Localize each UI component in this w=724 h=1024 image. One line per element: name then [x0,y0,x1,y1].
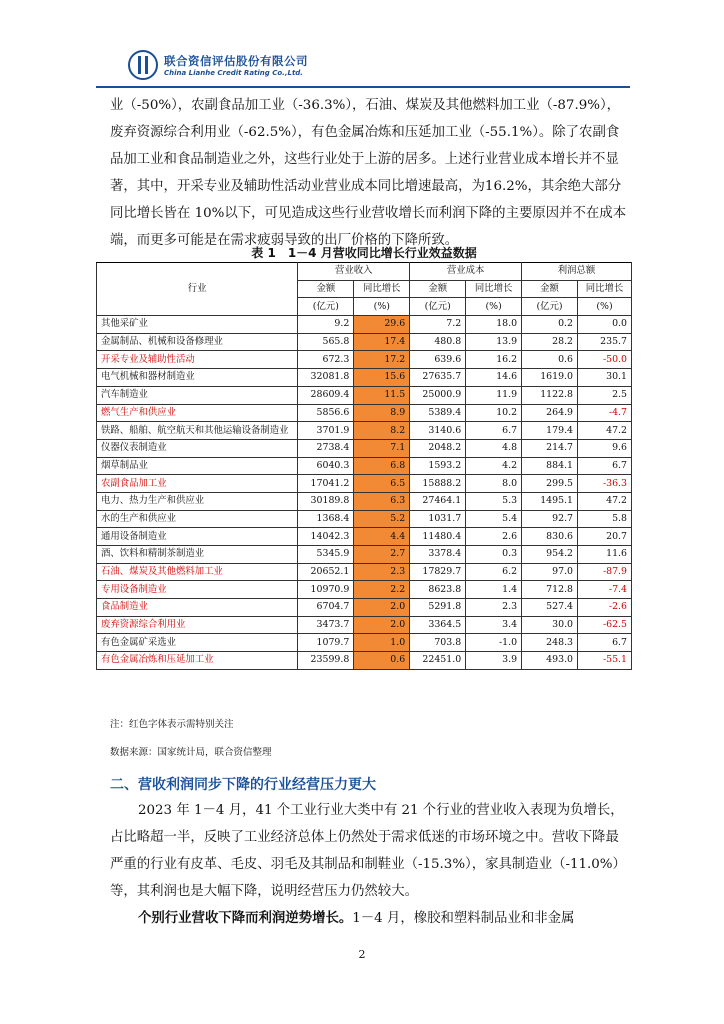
cost-growth-cell: 5.3 [466,492,522,510]
table-row [97,634,632,652]
profit-cell: 884.1 [522,457,578,475]
company-name-cn: 联合资信评估股份有限公司 [164,54,308,68]
table-row [97,422,632,440]
industry-cell: 开采专业及辅助性活动 [97,351,298,369]
col-group-revenue: 营业收入 [298,263,410,281]
profit-cell: 214.7 [522,439,578,457]
page-header [128,48,308,82]
revenue-growth-cell: 29.6 [354,316,410,334]
revenue-cell: 3701.9 [298,422,354,440]
industry-cell: 烟草制品业 [97,457,298,475]
table-row [97,581,632,599]
table-row [97,528,632,546]
profit-growth-cell: -50.0 [578,351,632,369]
table-row [97,404,632,422]
cost-growth-cell: 0.3 [466,546,522,564]
revenue-cell: 10970.9 [298,581,354,599]
profit-cell: 0.2 [522,316,578,334]
company-logo-icon [128,50,158,80]
table-row [97,599,632,617]
profit-growth-cell: 47.2 [578,422,632,440]
cost-growth-cell: 3.4 [466,616,522,634]
col-industry-header: 行业 [97,263,298,316]
profit-cell: 1495.1 [522,492,578,510]
industry-cell: 农副食品加工业 [97,475,298,493]
profit-cell: 0.6 [522,351,578,369]
revenue-cell: 17041.2 [298,475,354,493]
revenue-cell: 1079.7 [298,634,354,652]
cost-cell: 1031.7 [410,510,466,528]
table-row [97,652,632,670]
table-row [97,546,632,564]
revenue-growth-cell: 1.0 [354,634,410,652]
profit-growth-cell: 5.8 [578,510,632,528]
unit-amount: (亿元) [298,298,354,316]
profit-growth-cell: 20.7 [578,528,632,546]
cost-growth-cell: 6.2 [466,563,522,581]
cost-growth-cell: 11.9 [466,386,522,404]
table-row [97,316,632,334]
industry-cell: 汽车制造业 [97,386,298,404]
cost-growth-cell: 18.0 [466,316,522,334]
sub-header-amount: 金额 [522,280,578,298]
revenue-cell: 3473.7 [298,616,354,634]
revenue-growth-cell: 15.6 [354,369,410,387]
section-2-body [110,797,630,932]
industry-cell: 铁路、船舶、航空航天和其他运输设备制造业 [97,422,298,440]
revenue-cell: 30189.8 [298,492,354,510]
profit-cell: 527.4 [522,599,578,617]
industry-cell: 酒、饮料和精制茶制造业 [97,546,298,564]
cost-cell: 5291.8 [410,599,466,617]
revenue-cell: 9.2 [298,316,354,334]
table-note: 注：红色字体表示需特别关注 [110,719,234,730]
industry-data-table [96,262,632,670]
industry-cell: 废弃资源综合利用业 [97,616,298,634]
profit-cell: 1122.8 [522,386,578,404]
data-source: 数据来源：国家统计局，联合资信整理 [110,747,272,758]
industry-cell: 电力、热力生产和供应业 [97,492,298,510]
profit-cell: 92.7 [522,510,578,528]
profit-cell: 264.9 [522,404,578,422]
cost-cell: 2048.2 [410,439,466,457]
profit-cell: 954.2 [522,546,578,564]
revenue-cell: 672.3 [298,351,354,369]
cost-growth-cell: 14.6 [466,369,522,387]
industry-cell: 仪器仪表制造业 [97,439,298,457]
profit-cell: 248.3 [522,634,578,652]
table-row [97,563,632,581]
industry-cell: 石油、煤炭及其他燃料加工业 [97,563,298,581]
cost-cell: 639.6 [410,351,466,369]
section-2-title: 二、营收利润同步下降的行业经营压力更大 [110,777,376,793]
profit-growth-cell: -62.5 [578,616,632,634]
cost-growth-cell: 6.7 [466,422,522,440]
cost-cell: 1593.2 [410,457,466,475]
table-row [97,475,632,493]
sub-header-growth: 同比增长 [466,280,522,298]
industry-cell: 食品制造业 [97,599,298,617]
profit-cell: 712.8 [522,581,578,599]
industry-cell: 有色金属矿采选业 [97,634,298,652]
profit-growth-cell: -36.3 [578,475,632,493]
profit-growth-cell: -55.1 [578,652,632,670]
cost-cell: 17829.7 [410,563,466,581]
revenue-growth-cell: 5.2 [354,510,410,528]
revenue-cell: 2738.4 [298,439,354,457]
cost-cell: 27464.1 [410,492,466,510]
sub-header-amount: 金额 [298,280,354,298]
sub-header-growth: 同比增长 [578,280,632,298]
industry-cell: 专用设备制造业 [97,581,298,599]
revenue-growth-cell: 8.2 [354,422,410,440]
profit-growth-cell: 47.2 [578,492,632,510]
revenue-cell: 23599.8 [298,652,354,670]
revenue-cell: 1368.4 [298,510,354,528]
profit-cell: 179.4 [522,422,578,440]
revenue-cell: 14042.3 [298,528,354,546]
revenue-growth-cell: 2.3 [354,563,410,581]
profit-growth-cell: 235.7 [578,333,632,351]
para2-lead: 个别行业营收下降而利润逆势增长。 [138,910,353,926]
revenue-growth-cell: 2.2 [354,581,410,599]
industry-cell: 有色金属冶炼和压延加工业 [97,652,298,670]
industry-cell: 水的生产和供应业 [97,510,298,528]
table-row [97,369,632,387]
profit-growth-cell: -2.6 [578,599,632,617]
profit-growth-cell: 9.6 [578,439,632,457]
profit-cell: 830.6 [522,528,578,546]
revenue-growth-cell: 7.1 [354,439,410,457]
profit-growth-cell: 6.7 [578,457,632,475]
revenue-cell: 28609.4 [298,386,354,404]
cost-cell: 15888.2 [410,475,466,493]
table-row [97,333,632,351]
cost-cell: 3378.4 [410,546,466,564]
col-group-cost: 营业成本 [410,263,522,281]
table-row [97,457,632,475]
cost-cell: 480.8 [410,333,466,351]
revenue-growth-cell: 0.6 [354,652,410,670]
cost-growth-cell: 8.0 [466,475,522,493]
unit-pct: (%) [578,298,632,316]
revenue-growth-cell: 6.8 [354,457,410,475]
revenue-growth-cell: 11.5 [354,386,410,404]
cost-growth-cell: 5.4 [466,510,522,528]
profit-cell: 97.0 [522,563,578,581]
revenue-growth-cell: 2.0 [354,616,410,634]
table-caption: 表 1 1－4 月营收同比增长行业效益数据 [251,246,477,260]
col-group-profit: 利润总额 [522,263,632,281]
unit-amount: (亿元) [522,298,578,316]
profit-growth-cell: 11.6 [578,546,632,564]
cost-growth-cell: 16.2 [466,351,522,369]
table-row [97,386,632,404]
revenue-growth-cell: 6.5 [354,475,410,493]
revenue-cell: 6704.7 [298,599,354,617]
revenue-growth-cell: 4.4 [354,528,410,546]
table-row [97,351,632,369]
revenue-growth-cell: 17.2 [354,351,410,369]
table-row [97,439,632,457]
cost-cell: 22451.0 [410,652,466,670]
company-name-en: China Lianhe Credit Rating Co.,Ltd. [164,69,303,77]
cost-growth-cell: 4.2 [466,457,522,475]
revenue-growth-cell: 2.0 [354,599,410,617]
cost-cell: 3140.6 [410,422,466,440]
revenue-cell: 565.8 [298,333,354,351]
profit-growth-cell: -87.9 [578,563,632,581]
unit-amount: (亿元) [410,298,466,316]
revenue-cell: 6040.3 [298,457,354,475]
revenue-growth-cell: 17.4 [354,333,410,351]
profit-cell: 493.0 [522,652,578,670]
cost-cell: 8623.8 [410,581,466,599]
cost-cell: 5389.4 [410,404,466,422]
cost-cell: 25000.9 [410,386,466,404]
industry-cell: 电气机械和器材制造业 [97,369,298,387]
header-divider [96,86,630,88]
profit-growth-cell: -4.7 [578,404,632,422]
profit-cell: 28.2 [522,333,578,351]
revenue-cell: 20652.1 [298,563,354,581]
cost-cell: 11480.4 [410,528,466,546]
revenue-growth-cell: 2.7 [354,546,410,564]
para2-rest: 1－4 月，橡胶和塑料制品业和非金属 [352,911,575,926]
cost-cell: 7.2 [410,316,466,334]
cost-growth-cell: 4.8 [466,439,522,457]
sub-header-amount: 金额 [410,280,466,298]
cost-growth-cell: 13.9 [466,333,522,351]
sub-header-growth: 同比增长 [354,280,410,298]
table-row [97,492,632,510]
cost-growth-cell: 3.9 [466,652,522,670]
profit-growth-cell: -7.4 [578,581,632,599]
profit-growth-cell: 2.5 [578,386,632,404]
profit-cell: 30.0 [522,616,578,634]
cost-growth-cell: 2.6 [466,528,522,546]
revenue-growth-cell: 8.9 [354,404,410,422]
section-2-paragraph-1: 2023 年 1－4 月，41 个工业行业大类中有 21 个行业的营业收入表现为负增长，占比略超一半，反映了工业经济总体上仍然处于需求低迷的市场环境之中。营收下降最严重的行业有皮革、毛皮、羽毛及其制品和制鞋业（-15.3%），家具制造业（-11.0%）等，其利润也是大幅下降，说明经营压力仍然较大。 [110,803,626,899]
cost-cell: 703.8 [410,634,466,652]
profit-cell: 299.5 [522,475,578,493]
unit-pct: (%) [466,298,522,316]
revenue-cell: 32081.8 [298,369,354,387]
page-number: 2 [358,948,366,961]
revenue-cell: 5345.9 [298,546,354,564]
industry-cell: 通用设备制造业 [97,528,298,546]
cost-cell: 3364.5 [410,616,466,634]
profit-growth-cell: 30.1 [578,369,632,387]
revenue-growth-cell: 6.3 [354,492,410,510]
intro-paragraph: 业（-50%），农副食品加工业（-36.3%），石油、煤炭及其他燃料加工业（-87.9%），废弃资源综合利用业（-62.5%），有色金属冶炼和压延加工业（-55.1%）。除了农副食品加工业和食品制造业之外，这些行业处于上游的居多。上述行业营业成本增长并不显著，其中，开采专业及辅助性活动业营业成本同比增速最高，为16.2%，其余绝大部分同比增长皆在 10%以下，可见造成这些行业营收增长而利润下降的主要原因并不在成本端，而更多可能是在需求疲弱导致的出厂价格的下降所致。 [110,98,627,248]
table-row [97,616,632,634]
profit-cell: 1619.0 [522,369,578,387]
cost-growth-cell: 2.3 [466,599,522,617]
section-2-paragraph-2 [110,905,630,932]
cost-growth-cell: 1.4 [466,581,522,599]
unit-pct: (%) [354,298,410,316]
cost-cell: 27635.7 [410,369,466,387]
table-row [97,510,632,528]
cost-growth-cell: 10.2 [466,404,522,422]
profit-growth-cell: 0.0 [578,316,632,334]
industry-cell: 金属制品、机械和设备修理业 [97,333,298,351]
profit-growth-cell: 6.7 [578,634,632,652]
industry-cell: 其他采矿业 [97,316,298,334]
industry-cell: 燃气生产和供应业 [97,404,298,422]
cost-growth-cell: -1.0 [466,634,522,652]
revenue-cell: 5856.6 [298,404,354,422]
